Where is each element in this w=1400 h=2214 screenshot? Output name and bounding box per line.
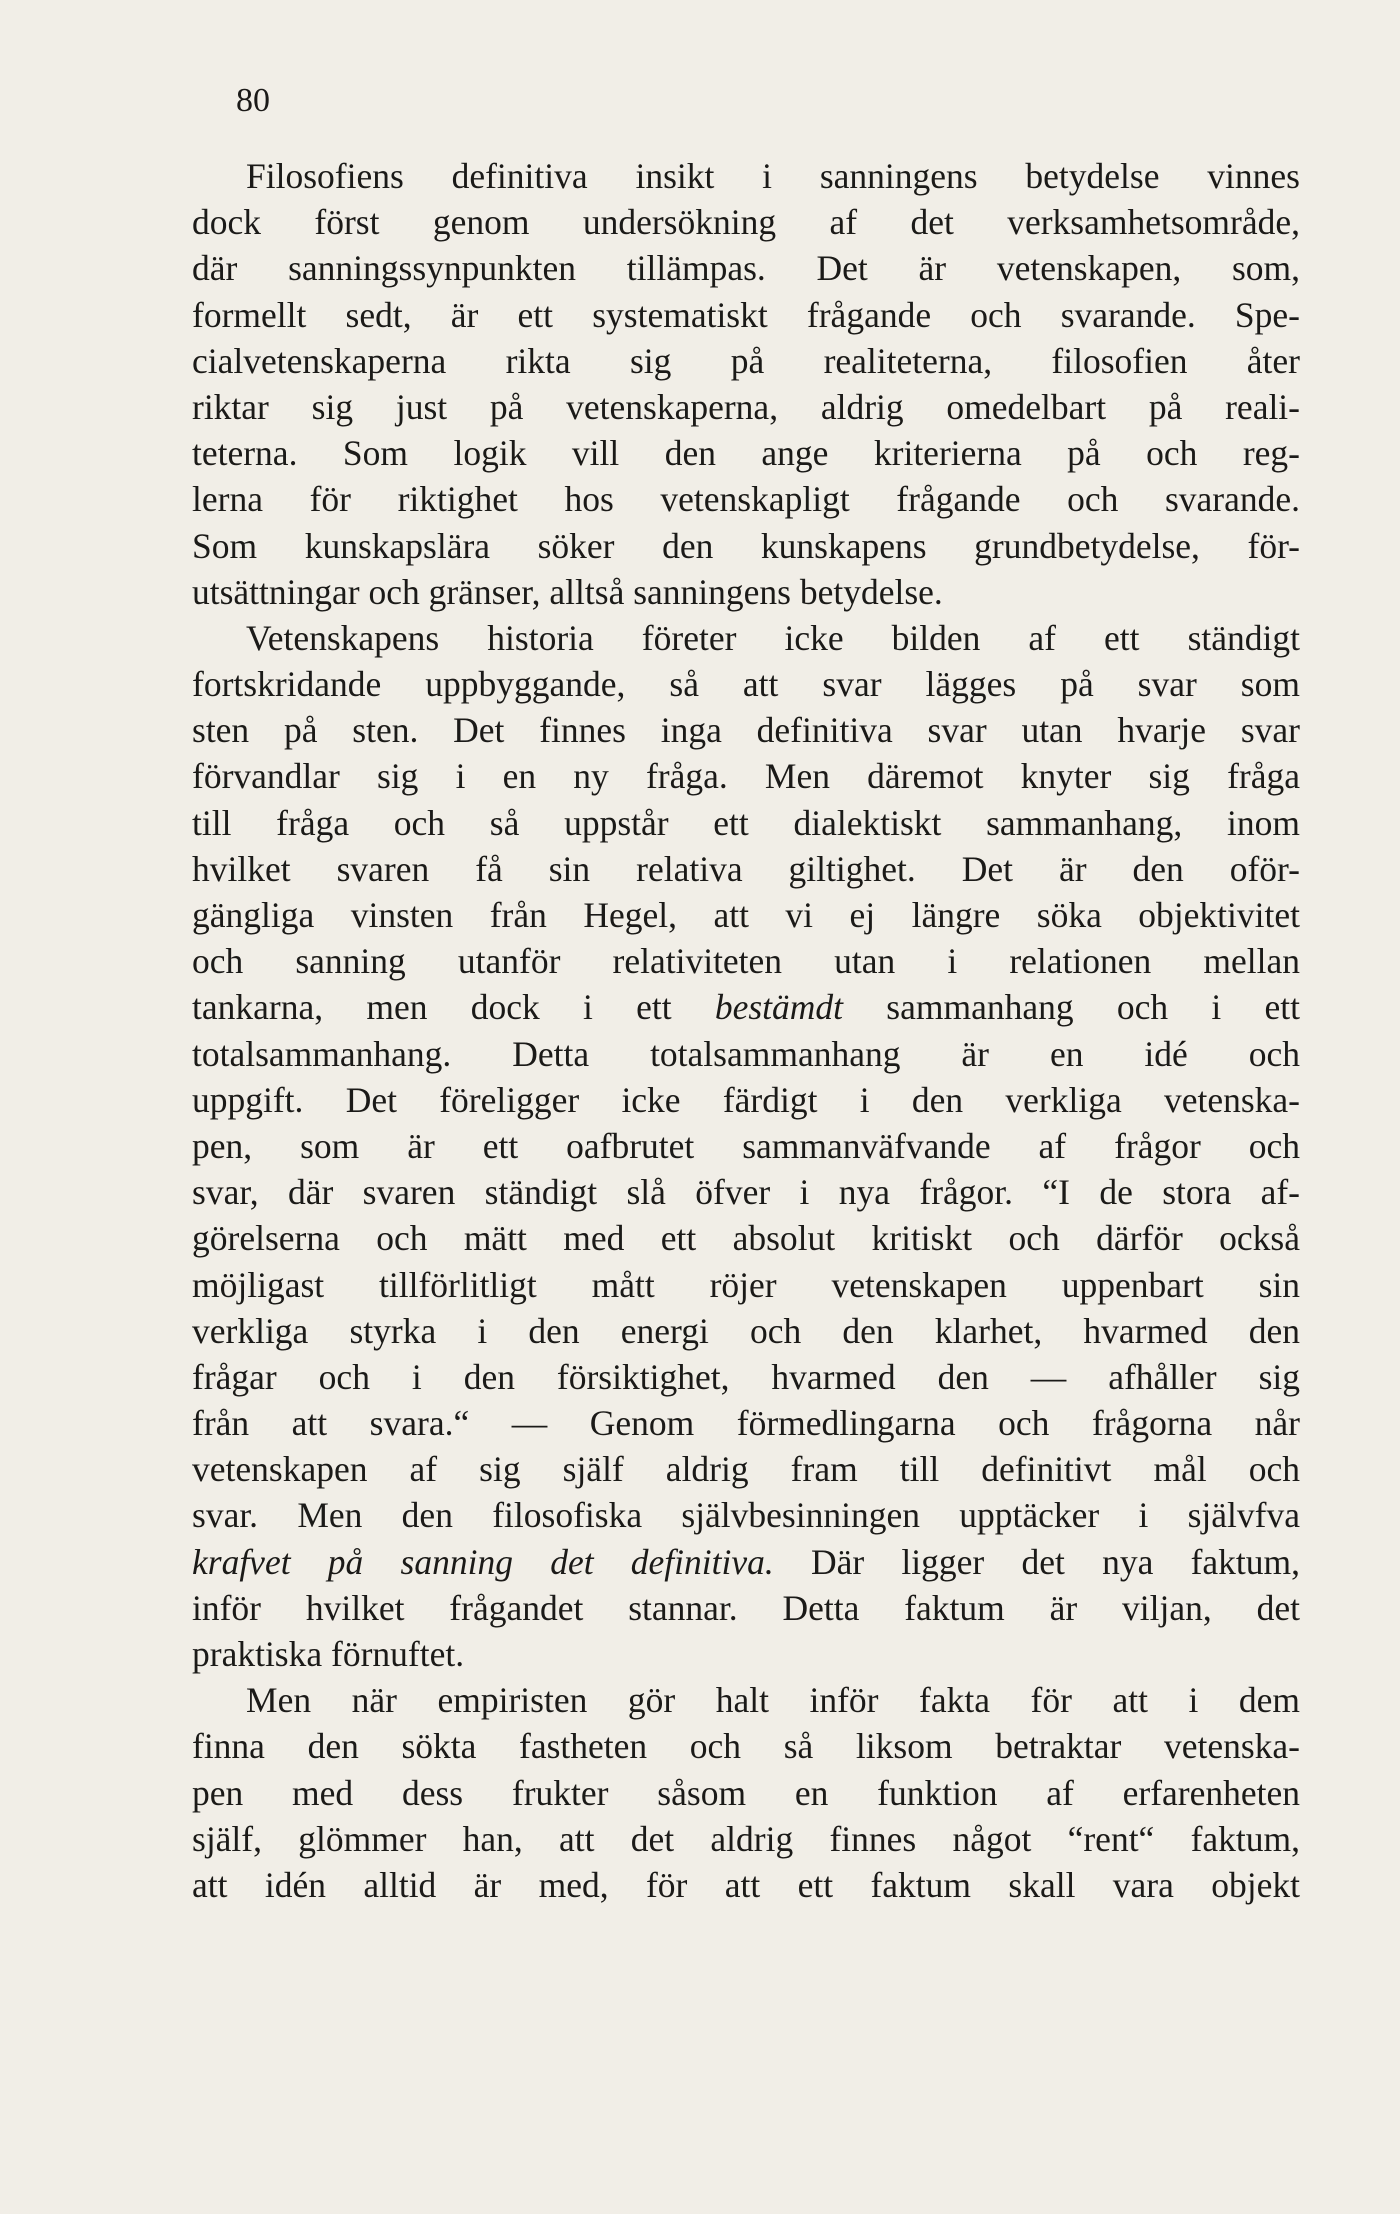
text-line: finna den sökta fastheten och så liksom betraktar vetenska- [192,1726,1300,1767]
text-line [192,1539,1300,1585]
text-line: och sanning utanför relativiteten utan i relationen mellan [192,941,1300,982]
text-span: tankarna, men dock i ett [192,987,715,1028]
text-line: riktar sig just på vetenskaperna, aldrig omedelbart på reali- [192,386,1300,427]
text-line: pen, som är ett oafbrutet sammanväfvande af frågor och [192,1125,1300,1166]
text-line: Vetenskapens historia företer icke bilden af ett ständigt [246,617,1300,658]
text-line: teterna. Som logik vill den ange kriterierna på och reg- [192,433,1300,474]
text-line: görelserna och mätt med ett absolut kritiskt och därför också [192,1218,1300,1259]
italic-text: krafvet på sanning det definitiva. [192,1541,774,1582]
text-line: att idén alltid är med, för att ett faktum skall vara objekt [192,1864,1300,1905]
text-line: dock först genom undersökning af det verksamhetsområde, [192,202,1300,243]
text-line: möjligast tillförlitligt mått röjer vetenskapen uppenbart sin [192,1264,1300,1305]
text-line: praktiska förnuftet. [192,1634,465,1674]
text-line: gängliga vinsten från Hegel, att vi ej längre söka objektivitet [192,895,1300,935]
text-line: från att svara.“ — Genom förmedlingarna och frågorna når [192,1403,1300,1444]
text-line: Filosofiens definitiva insikt i sanningens betydelse vinnes [246,156,1300,196]
text-line: frågar och i den försiktighet, hvarmed den — afhåller sig [192,1356,1300,1397]
text-line: verkliga styrka i den energi och den klarhet, hvarmed den [192,1310,1300,1351]
text-line: utsättningar och gränser, alltså sanningens betydelse. [192,571,943,612]
text-span: sammanhang och i ett [843,987,1300,1028]
text-line: formellt sedt, är ett systematiskt frågande och svarande. Spe- [192,294,1300,335]
text-line: uppgift. Det föreligger icke färdigt i den verkliga vetenska- [192,1079,1300,1120]
text-line: cialvetenskaperna rikta sig på realiteterna, filosofien åter [192,340,1300,381]
text-line: fortskridande uppbyggande, så att svar lägges på svar som [192,664,1300,705]
text-line: till fråga och så uppstår ett dialektiskt sammanhang, inom [192,802,1300,843]
text-line: sten på sten. Det finnes inga definitiva svar utan hvarje svar [192,710,1300,751]
text-line: där sanningssynpunkten tillämpas. Det är vetenskapen, som, [192,248,1300,289]
text-span: Där ligger det nya faktum, [773,1541,1300,1582]
text-line: Som kunskapslära söker den kunskapens grundbetydelse, för- [192,525,1300,566]
body-text [192,153,1300,1908]
text-line: inför hvilket frågandet stannar. Detta faktum är viljan, det [192,1587,1300,1628]
text-line: själf, glömmer han, att det aldrig finnes något “rent“ faktum, [192,1818,1300,1859]
text-line: hvilket svaren få sin relativa giltighet. Det är den oför- [192,848,1300,889]
text-line: vetenskapen af sig själf aldrig fram till definitivt mål och [192,1449,1300,1490]
text-line: Men när empiristen gör halt inför fakta för att i dem [246,1680,1300,1721]
italic-text: bestämdt [714,987,844,1028]
text-line: svar. Men den filosofiska självbesinningen upptäcker i självfva [192,1495,1300,1536]
text-line: förvandlar sig i en ny fråga. Men däremot knyter sig fråga [192,756,1300,797]
text-line: svar, där svaren ständigt slå öfver i nya frågor. “I de stora af- [192,1172,1300,1213]
page-number: 80 [236,82,270,119]
text-line: totalsammanhang. Detta totalsammanhang är en idé och [192,1033,1300,1074]
text-line: lerna för riktighet hos vetenskapligt frågande och svarande. [192,479,1300,520]
text-line: pen med dess frukter såsom en funktion af erfarenheten [192,1772,1300,1813]
text-line [192,984,1300,1030]
